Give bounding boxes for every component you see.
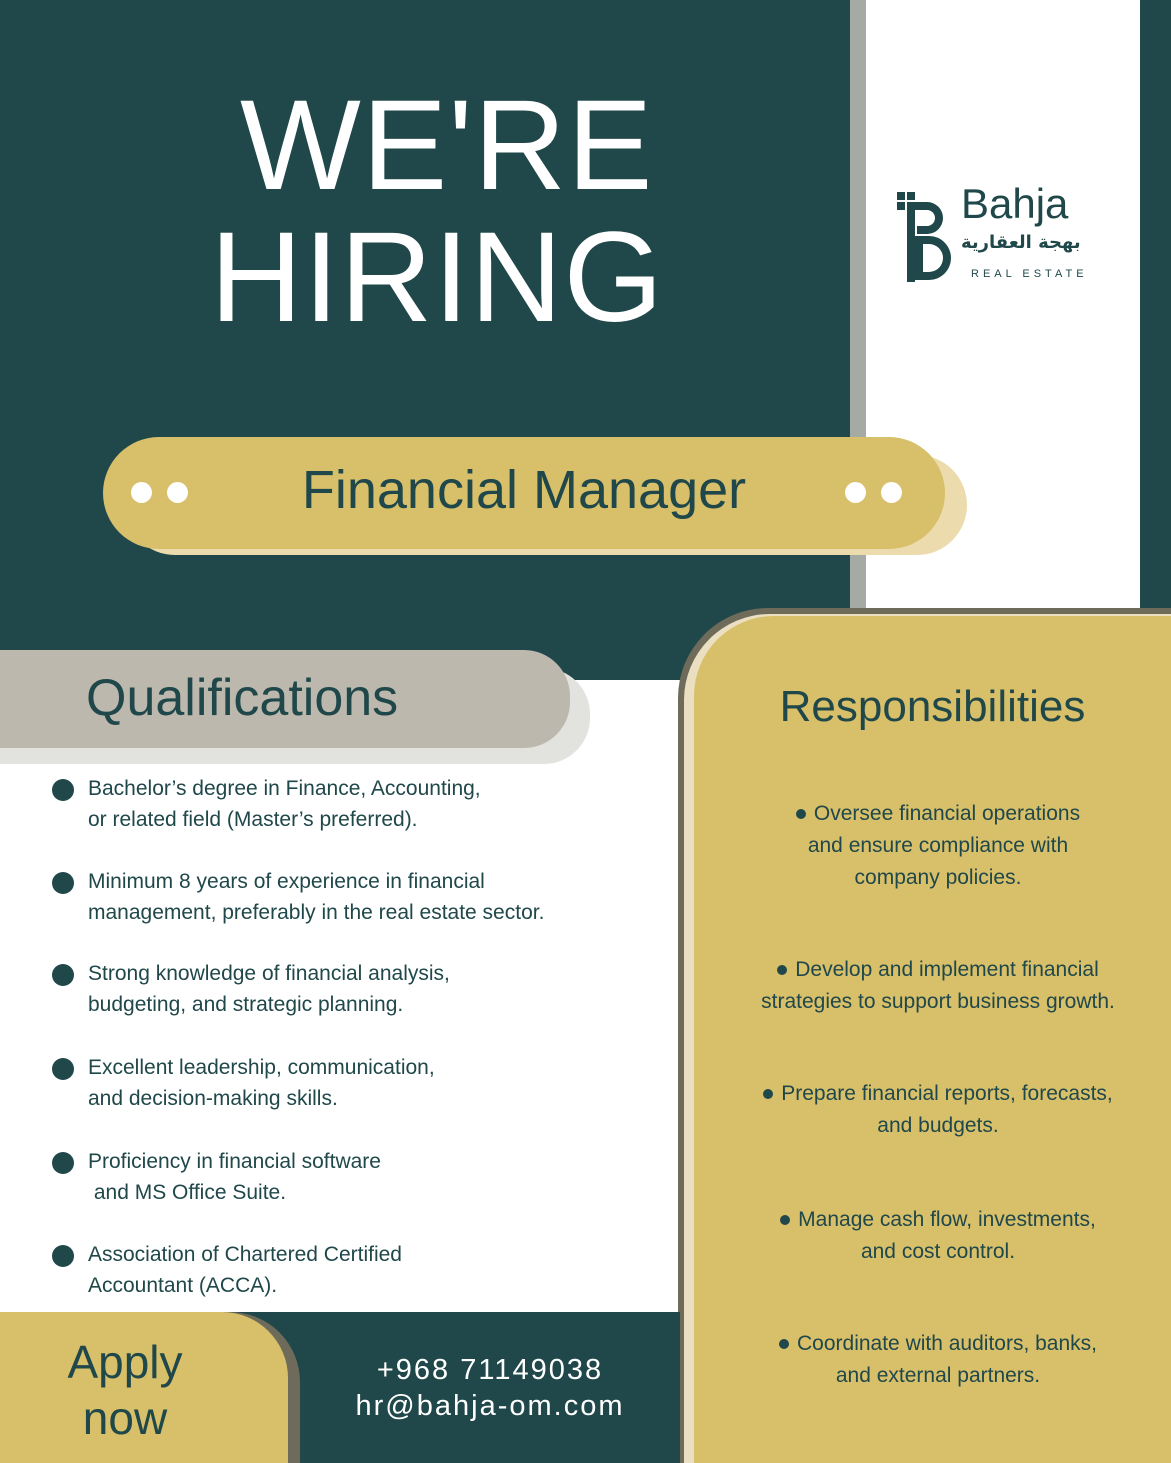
qualification-text: Minimum 8 years of experience in financial [88,870,485,893]
responsibility-text: Prepare financial reports, forecasts, [781,1082,1113,1105]
job-title: Financial Manager [301,460,747,520]
contact-info [300,1352,680,1424]
dot-icon [881,482,902,503]
responsibility-text: Develop and implement financial [795,958,1099,981]
responsibility-text: Manage cash flow, investments, [798,1208,1096,1231]
headline-line-1: WE'RE [240,74,654,217]
qualification-text: budgeting, and strategic planning. [88,993,404,1016]
logo-arabic-name: بهجة العقارية [961,232,1081,253]
responsibility-text: and external partners. [835,1364,1041,1387]
responsibility-item [708,798,1168,894]
responsibilities-title: Responsibilities [779,682,1086,731]
responsibility-item [708,1078,1168,1142]
headline-line-2: HIRING [210,206,664,349]
logo-name: Bahja [961,180,1069,227]
qualification-text: management, preferably in the real estate sector. [88,901,545,924]
qualification-text: and decision-making skills. [88,1087,338,1110]
responsibility-text: company policies. [854,866,1022,889]
page-title [160,74,760,349]
responsibilities-panel [694,616,1171,1463]
bullet-icon [52,1058,74,1080]
bahja-logo-icon [897,186,953,282]
bullet-icon [52,964,74,986]
qualification-text: Proficiency in financial software [88,1150,381,1173]
bullet-icon [52,779,74,801]
bullet-icon [779,1339,789,1349]
qualification-text: or related field (Master’s preferred). [88,808,418,831]
responsibility-text: and cost control. [860,1240,1016,1263]
responsibility-text: strategies to support business growth. [761,990,1115,1013]
bullet-icon [52,1245,74,1267]
qualification-text: Association of Chartered Certified [88,1243,402,1266]
qualification-text: and MS Office Suite. [88,1181,287,1204]
qualification-text: Strong knowledge of financial analysis, [88,962,450,985]
responsibility-text: Coordinate with auditors, banks, [797,1332,1097,1355]
logo-subtitle: REAL ESTATE [971,268,1088,280]
qualification-text: Excellent leadership, communication, [88,1056,435,1079]
apply-line-2: now [82,1392,168,1444]
qualification-text: Bachelor’s degree in Finance, Accounting, [88,777,481,800]
bullet-icon [777,965,787,975]
apply-now-text [60,1334,190,1446]
responsibility-text: and ensure compliance with [807,834,1069,857]
qualifications-header [0,650,570,748]
qualifications-title: Qualifications [86,669,399,727]
dot-icon [845,482,866,503]
company-logo [897,180,1117,290]
phone-number[interactable]: +968 71149038 [376,1354,604,1386]
responsibility-text: Oversee financial operations [813,802,1081,825]
qualification-text: Accountant (ACCA). [88,1274,278,1297]
bullet-icon [52,872,74,894]
apply-line-1: Apply [67,1336,183,1388]
decorative-stripe-right [1140,0,1171,610]
responsibility-item [708,1328,1168,1392]
job-title-pill [103,437,945,549]
email-link[interactable]: hr@bahja-om.com [355,1390,625,1422]
apply-now-box [0,1312,288,1463]
bullet-icon [52,1152,74,1174]
responsibility-item [708,1204,1168,1268]
responsibility-text: and budgets. [877,1114,999,1137]
bullet-icon [780,1215,790,1225]
bullet-icon [796,809,806,819]
responsibility-item [708,954,1168,1018]
bullet-icon [763,1089,773,1099]
